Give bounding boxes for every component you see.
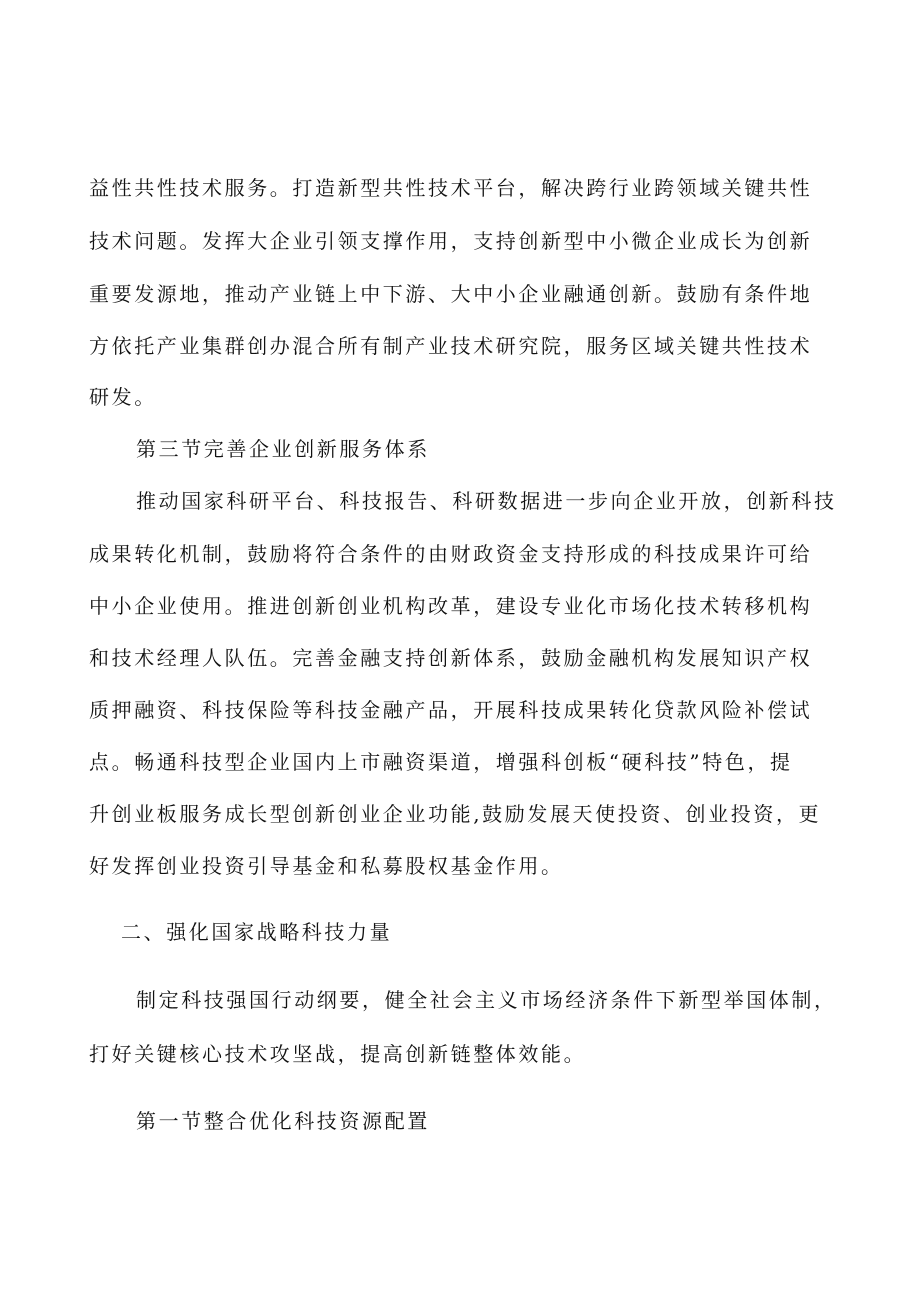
paragraph-2-line-1: 推动国家科研平台、科技报告、科研数据进一步向企业开放，创新科技: [136, 489, 837, 513]
paragraph-1-line-1: 益性共性技术服务。打造新型共性技术平台，解决跨行业跨领域关键共性: [89, 176, 813, 200]
paragraph-1-line-2: 技术问题。发挥大企业引领支撑作用，支持创新型中小微企业成长为创新: [89, 229, 813, 253]
paragraph-2-line-4: 和技术经理人队伍。完善金融支持创新体系，鼓励金融机构发展知识产权: [89, 646, 813, 670]
section-3-heading: 第三节完善企业创新服务体系: [136, 437, 430, 461]
paragraph-2-line-8: 好发挥创业投资引导基金和私募股权基金作用。: [89, 854, 564, 878]
paragraph-2-line-5: 质押融资、科技保险等科技金融产品，开展科技成果转化贷款风险补偿试: [89, 698, 813, 722]
paragraph-3-line-2: 打好关键核心技术攻坚战，提高创新链整体效能。: [89, 1042, 587, 1066]
paragraph-1-line-3: 重要发源地，推动产业链上中下游、大中小企业融通创新。鼓励有条件地: [89, 282, 813, 306]
paragraph-2-line-2: 成果转化机制，鼓励将符合条件的由财政资金支持形成的科技成果许可给: [89, 542, 813, 566]
chapter-2-heading: 二、强化国家战略科技力量: [121, 920, 393, 944]
paragraph-1-line-4: 方依托产业集群创办混合所有制产业技术研究院，服务区域关键共性技术: [89, 334, 813, 358]
section-1-heading: 第一节整合优化科技资源配置: [136, 1109, 430, 1133]
paragraph-2-line-7: 升创业板服务成长型创新创业企业功能,鼓励发展天使投资、创业投资，更: [89, 802, 822, 826]
paragraph-1-line-5: 研发。: [89, 385, 157, 409]
paragraph-2-line-6: 点。畅通科技型企业国内上市融资渠道，增强科创板“硬科技”特色，提: [89, 750, 793, 774]
paragraph-2-line-3: 中小企业使用。推进创新创业机构改革，建设专业化市场化技术转移机构: [89, 594, 813, 618]
paragraph-3-line-1: 制定科技强国行动纲要，健全社会主义市场经济条件下新型举国体制，: [136, 988, 837, 1012]
